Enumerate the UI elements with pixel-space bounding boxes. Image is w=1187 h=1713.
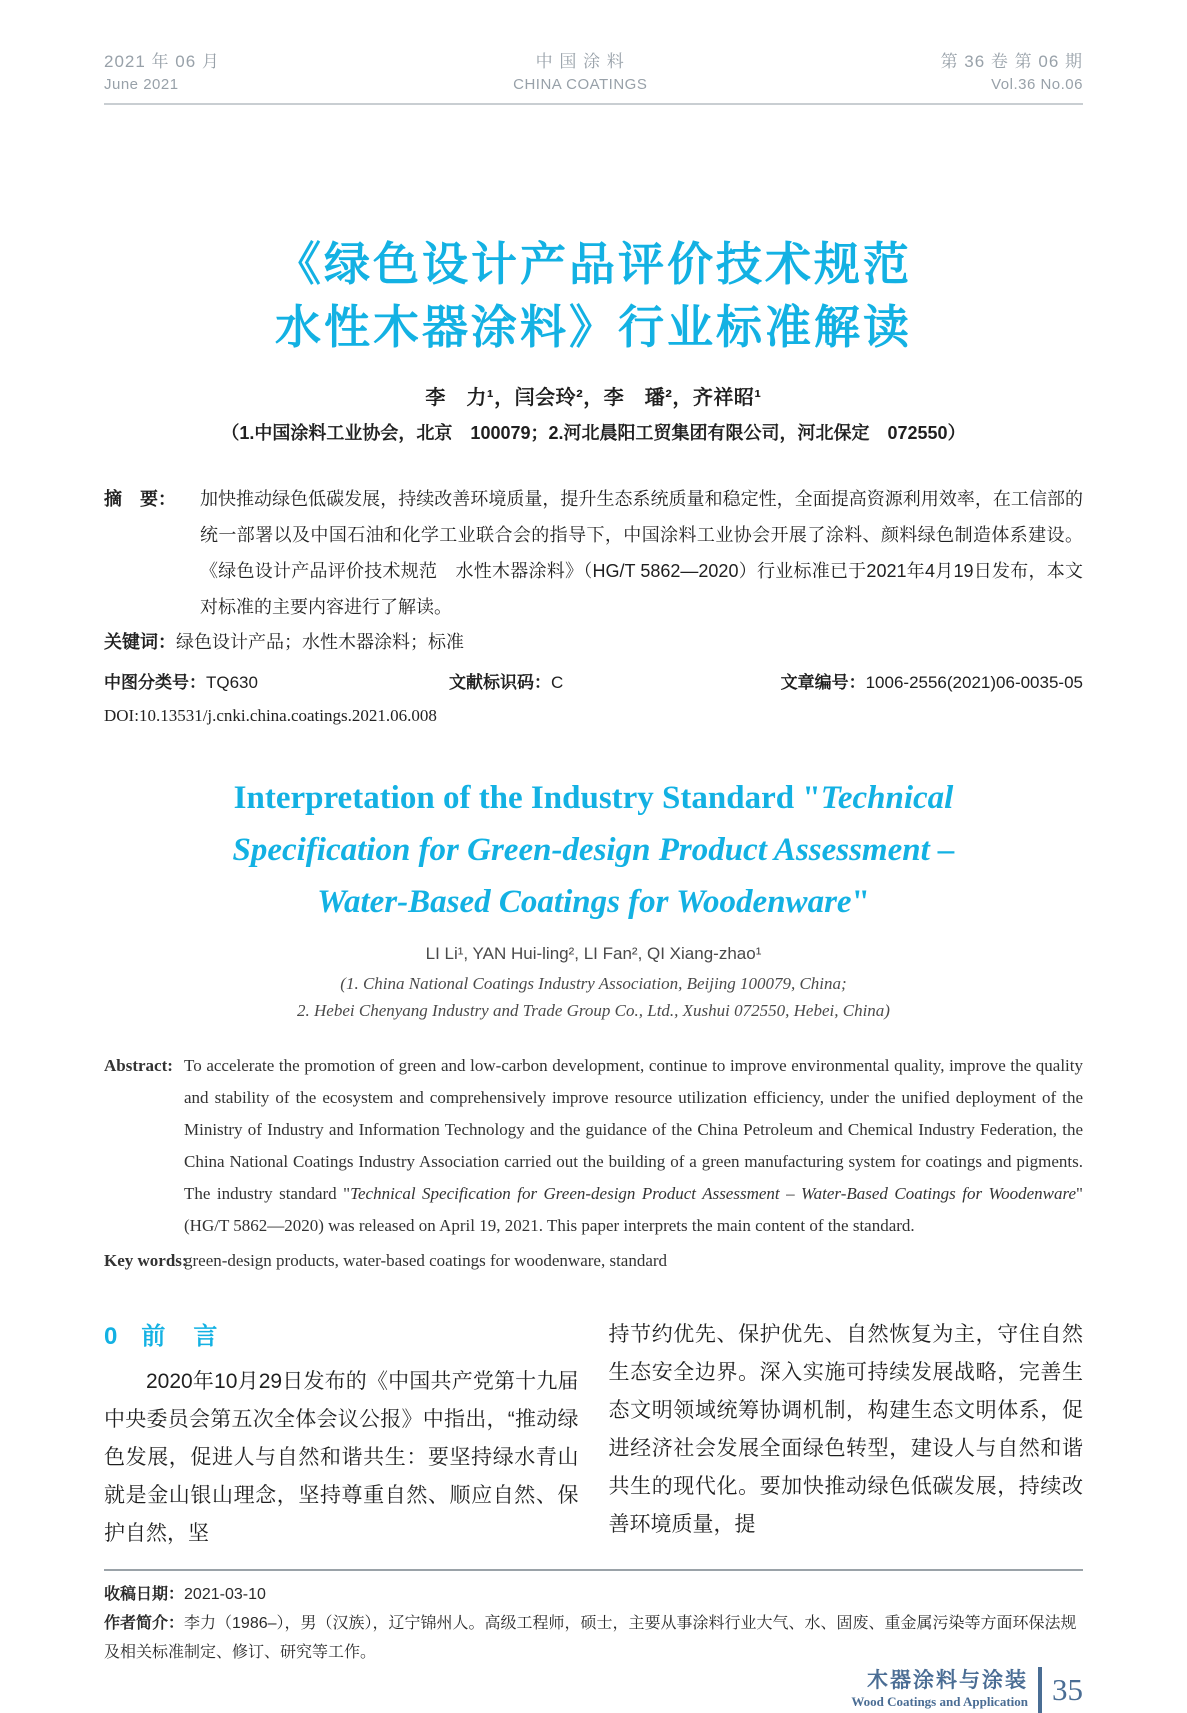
issue-date [104,50,220,96]
document-code-value: C [551,673,564,692]
article-id-value: 1006-2556(2021)06-0035-05 [865,673,1083,692]
abstract-en [104,1050,1083,1242]
classification-meta [104,670,1083,696]
body-paragraph-right: 持节约优先、保护优先、自然恢复为主，守住自然生态安全边界。深入实施可持续发展战略，完善生态文明领域统筹协调机制，构建生态文明体系，促进经济社会发展全面绿色转型，建设人与自然和谐共生的现代化。要加快推动绿色低碳发展，持续改善环境质量，提 [608,1323,1083,1536]
clc-number [104,670,449,696]
received-date [104,1580,1083,1609]
abstract-cn [104,481,1083,625]
page-footer [104,1667,1083,1713]
abstract-cn-text: 加快推动绿色低碳发展，持续改善环境质量，提升生态系统质量和稳定性，全面提高资源利用效率，在工信部的统一部署以及中国石油和化学工业联合会的指导下，中国涂料工业协会开展了涂料、颜料绿色制造体系建设。《绿色设计产品评价技术规范 水性木器涂料》（HG/T 5862—2020）行业标准已于2021年4月19日发布，本文对标准的主要内容进行了解读。 [200,489,1083,617]
authors-cn: 李 力¹，闫会玲²，李 璠²，齐祥昭¹ [425,387,762,409]
document-code [449,670,759,696]
abstract-en-text [184,1050,1083,1242]
abstract-en-text-italic: Technical Specification for Green-design Product Assessment – Water-Based Coatings for Woodenware [350,1184,1077,1203]
clc-value: TQ630 [206,673,258,692]
affiliation-en-line1: (1. China National Coatings Industry Association, Beijing 100079, China; [340,974,847,993]
column-name-cn: 木器涂料与涂装 [867,1669,1028,1692]
title-en-line3-italic: Water-Based Coatings for Woodenware [317,884,852,920]
volume-issue [941,50,1083,96]
abstract-cn-label: 摘 要： [104,489,176,509]
affiliation-en [104,970,1083,1024]
keywords-en-label: Key words: [104,1251,188,1270]
keywords-cn [104,626,1083,658]
section-0-heading [104,1316,579,1351]
received-date-value: 2021-03-10 [184,1586,266,1603]
section-0-title: 前 言 [141,1323,220,1350]
article-body [104,1316,1083,1553]
authors-en: LI Li¹, YAN Hui-ling², LI Fan², QI Xiang-zhao¹ [425,944,762,963]
running-head [104,50,1083,105]
abstract-en-label: Abstract: [104,1056,173,1075]
title-en-line2-italic: Specification for Green-design Product Assessment – [232,832,955,868]
footer-divider-bar [1038,1667,1042,1713]
title-en-line1-normal: Interpretation of the Industry Standard " [233,780,821,816]
article-title-en-line3 [104,876,1083,928]
keywords-cn-text: 绿色设计产品；水性木器涂料；标准 [176,632,464,652]
keywords-en [104,1246,1083,1276]
clc-label: 中图分类号： [104,673,206,692]
footnote [104,1569,1083,1667]
title-en-line3-normal: " [851,884,870,920]
article-id [759,670,1083,696]
article-title-en-line2 [104,824,1083,876]
section-0-number: 0 [104,1323,120,1350]
affiliation-en-line2: 2. Hebei Chenyang Industry and Trade Group Co., Ltd., Xushui 072550, Hebei, China) [297,1001,890,1020]
journal-name-en: CHINA COATINGS [513,76,648,93]
article-title-cn [104,233,1083,359]
body-column-left [104,1316,579,1553]
body-paragraph-left: 2020年10月29日发布的《中国共产党第十九届中央委员会第五次全体会议公报》中指出，“推动绿色发展，促进人与自然和谐共生：要坚持绿水青山就是金山银山理念，坚持尊重自然、顺应自然、保护自然，坚 [104,1370,579,1545]
author-bio [104,1609,1083,1667]
keywords-cn-label: 关键词： [104,632,176,652]
author-bio-label: 作者简介： [104,1615,185,1632]
body-column-right [609,1316,1084,1553]
article-title-en [104,772,1083,928]
page-number: 35 [1052,1672,1083,1707]
author-bio-value: 李力（1986–），男（汉族），辽宁锦州人。高级工程师，硕士，主要从事涂料行业大气、水、固废、重金属污染等方面环保法规及相关标准制定、修订、研究等工作。 [104,1615,1077,1661]
document-code-label: 文献标识码： [449,673,551,692]
journal-name-cn: 中 国 涂 料 [535,52,625,71]
column-name [851,1669,1028,1711]
received-date-label: 收稿日期： [104,1586,185,1603]
article-title-cn-line2: 水性木器涂料》行业标准解读 [275,301,912,353]
issue-date-cn: 2021 年 06 月 [104,52,220,71]
volume-issue-en: Vol.36 No.06 [991,76,1083,93]
article-id-label: 文章编号： [780,673,866,692]
article-title-en-line1 [104,772,1083,824]
abstract-en-text-before: To accelerate the promotion of green and low-carbon development, continue to improve environmental quality, improve the quality and stability of the ecosystem and comprehensively improve resource utilization efficiency, under the unified deployment of the Ministry of Industry and Information Technology and the guidance of the China Petroleum and Chemical Industry Federation, the China National Coatings Industry Association carried out the building of a green manufacturing system for coatings and pigments. The industry standard " [184,1056,1083,1203]
issue-date-en: June 2021 [104,76,179,93]
title-en-line1-italic: Technical [820,780,954,816]
doi: DOI:10.13531/j.cnki.china.coatings.2021.06.008 [104,706,437,725]
affiliation-cn: （1.中国涂料工业协会，北京 100079；2.河北晨阳工贸集团有限公司，河北保定 072550） [221,423,966,443]
volume-issue-cn: 第 36 卷 第 06 期 [940,52,1083,71]
keywords-en-text: green-design products, water-based coatings for woodenware, standard [184,1251,668,1270]
journal-name [513,50,647,96]
abstract-en-text-after: " (HG/T 5862—2020) was released on April 19, 2021. This paper interprets the main content of the standard. [184,1184,1083,1235]
article-title-cn-line1: 《绿色设计产品评价技术规范 [275,238,912,290]
column-name-en: Wood Coatings and Application [851,1694,1028,1709]
